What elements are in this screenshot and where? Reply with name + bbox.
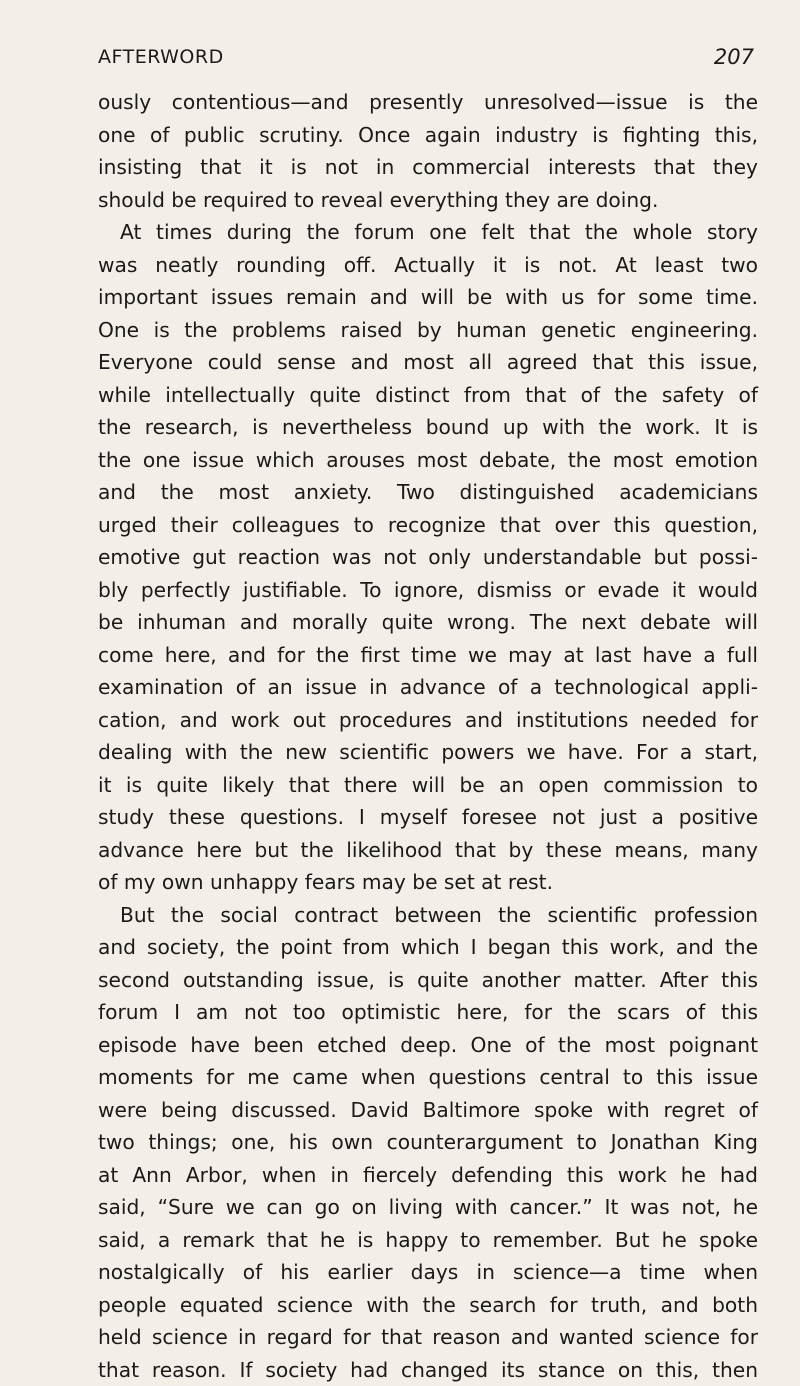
text-line: study these questions. I myself foresee not just a positive (98, 801, 758, 834)
text-line: was neatly rounding off. Actually it is not. At least two (98, 249, 758, 282)
text-line: come here, and for the first time we may at last have a full (98, 639, 758, 672)
text-line: of my own unhappy fears may be set at rest. (98, 866, 758, 899)
text-line: important issues remain and will be with us for some time. (98, 281, 758, 314)
text-line: But the social contract between the scientific profession (98, 899, 758, 932)
text-line: examination of an issue in advance of a technological appli- (98, 671, 758, 704)
text-line: that reason. If society had changed its stance on this, then (98, 1354, 758, 1386)
body-text (98, 86, 758, 1386)
text-line: at Ann Arbor, when in fiercely defending this work he had (98, 1159, 758, 1192)
text-line: the one issue which arouses most debate, the most emotion (98, 444, 758, 477)
text-line: bly perfectly justifiable. To ignore, dismiss or evade it would (98, 574, 758, 607)
page-number: 207 (714, 42, 754, 72)
text-line: second outstanding issue, is quite another matter. After this (98, 964, 758, 997)
text-line: Everyone could sense and most all agreed that this issue, (98, 346, 758, 379)
text-line: one of public scrutiny. Once again industry is fighting this, (98, 119, 758, 152)
text-line: be inhuman and morally quite wrong. The next debate will (98, 606, 758, 639)
text-line: and society, the point from which I began this work, and the (98, 931, 758, 964)
text-line: ously contentious—and presently unresolved—issue is the (98, 86, 758, 119)
text-line: and the most anxiety. Two distinguished academicians (98, 476, 758, 509)
text-line: said, “Sure we can go on living with cancer.” It was not, he (98, 1191, 758, 1224)
page-header (98, 42, 754, 72)
text-line: said, a remark that he is happy to remember. But he spoke (98, 1224, 758, 1257)
text-line: were being discussed. David Baltimore spoke with regret of (98, 1094, 758, 1127)
text-line: emotive gut reaction was not only understandable but possi- (98, 541, 758, 574)
text-line: moments for me came when questions central to this issue (98, 1061, 758, 1094)
text-line: held science in regard for that reason and wanted science for (98, 1321, 758, 1354)
text-line: forum I am not too optimistic here, for the scars of this (98, 996, 758, 1029)
text-line: urged their colleagues to recognize that over this question, (98, 509, 758, 542)
text-line: cation, and work out procedures and institutions needed for (98, 704, 758, 737)
text-line: dealing with the new scientific powers we have. For a start, (98, 736, 758, 769)
text-line: the research, is nevertheless bound up with the work. It is (98, 411, 758, 444)
text-line: it is quite likely that there will be an open commission to (98, 769, 758, 802)
text-line: One is the problems raised by human genetic engineering. (98, 314, 758, 347)
running-head: AFTERWORD (98, 42, 224, 72)
text-line: At times during the forum one felt that the whole story (98, 216, 758, 249)
text-line: should be required to reveal everything they are doing. (98, 184, 758, 217)
text-line: insisting that it is not in commercial interests that they (98, 151, 758, 184)
text-line: two things; one, his own counterargument to Jonathan King (98, 1126, 758, 1159)
text-line: episode have been etched deep. One of the most poignant (98, 1029, 758, 1062)
text-line: while intellectually quite distinct from that of the safety of (98, 379, 758, 412)
text-line: advance here but the likelihood that by these means, many (98, 834, 758, 867)
text-line: people equated science with the search for truth, and both (98, 1289, 758, 1322)
text-line: nostalgically of his earlier days in science—a time when (98, 1256, 758, 1289)
